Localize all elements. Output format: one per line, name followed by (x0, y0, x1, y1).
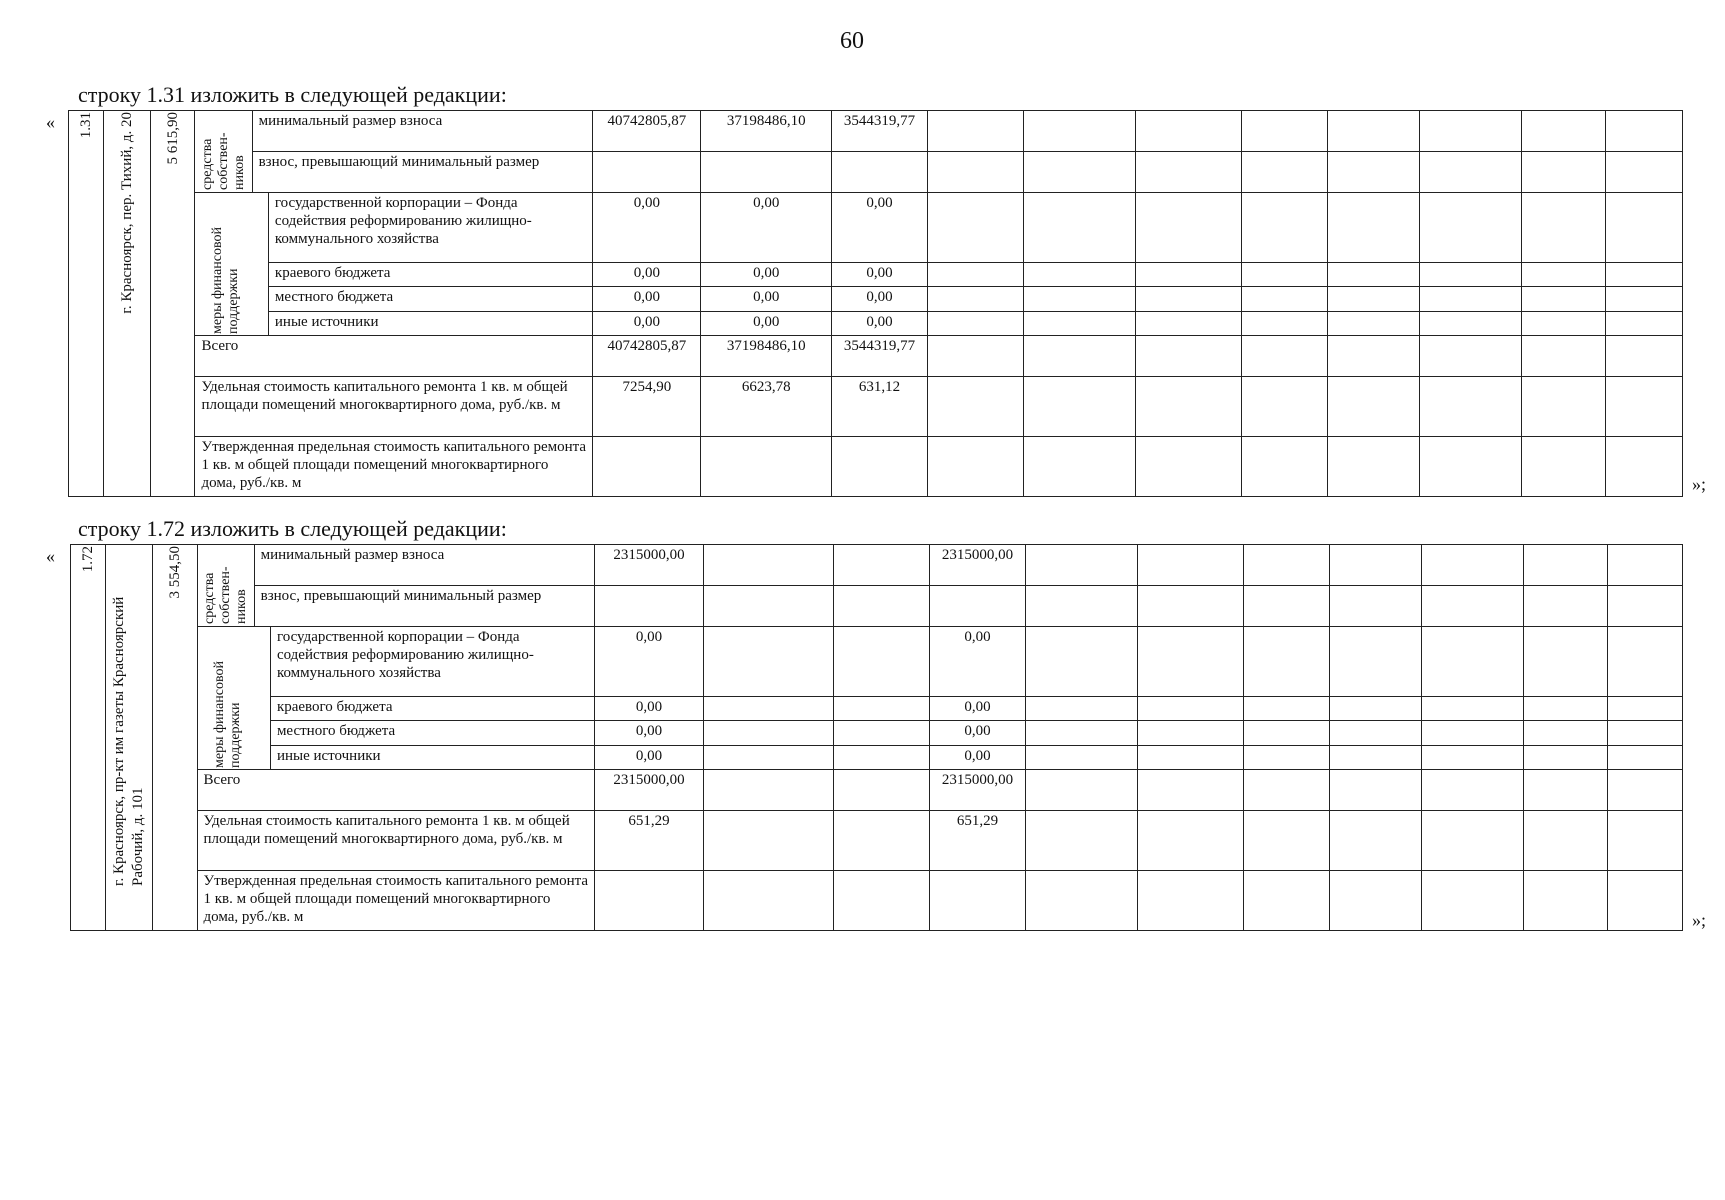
regional-c2 (703, 696, 834, 720)
total-label: Всего (195, 336, 593, 377)
unit-c1: 7254,90 (593, 377, 701, 437)
min-label: минимальный размер взноса (252, 111, 593, 152)
heading-1-31: строку 1.31 изложить в следующей редакции: (78, 82, 507, 107)
min-c1: 40742805,87 (593, 111, 701, 152)
min-c4: 2315000,00 (930, 545, 1026, 586)
local-c1: 0,00 (593, 287, 701, 311)
other-c3 (834, 745, 930, 769)
min-c2 (703, 545, 834, 586)
fund-c3: 0,00 (832, 193, 928, 263)
unit-cost-label: Удельная стоимость капитального ремонта 1 кв. м общей площади помещений многоквартирного дома, руб./кв. м (197, 811, 595, 871)
regional-c4: 0,00 (930, 696, 1026, 720)
unit-c3: 631,12 (832, 377, 928, 437)
other-c2 (703, 745, 834, 769)
min-c3 (834, 545, 930, 586)
fund-c1: 0,00 (593, 193, 701, 263)
fund-label: государственной корпорации – Фонда содействия реформированию жилищно-коммунального хозяйства (270, 627, 594, 697)
total-c2 (703, 770, 834, 811)
regional-c3 (834, 696, 930, 720)
heading-1-72: строку 1.72 изложить в следующей редакции: (78, 516, 507, 541)
other-c1: 0,00 (595, 745, 703, 769)
exceed-label: взнос, превышающий минимальный размер (254, 586, 595, 627)
fund-c1: 0,00 (595, 627, 703, 697)
other-c3: 0,00 (832, 311, 928, 335)
other-c2: 0,00 (701, 311, 832, 335)
unit-cost-label: Удельная стоимость капитального ремонта 1 кв. м общей площади помещений многоквартирного дома, руб./кв. м (195, 377, 593, 437)
local-label: местного бюджета (268, 287, 592, 311)
regional-c1: 0,00 (593, 262, 701, 286)
unit-c2 (703, 811, 834, 871)
address: г. Красноярск, пер. Тихий, д. 20 (103, 111, 150, 497)
total-c3: 3544319,77 (832, 336, 928, 377)
row-number: 1.72 (71, 545, 106, 931)
table-row-1-31 (68, 110, 1683, 497)
fund-c4: 0,00 (930, 627, 1026, 697)
total-area: 3 554,50 (152, 545, 197, 931)
fund-c2 (703, 627, 834, 697)
min-c2: 37198486,10 (701, 111, 832, 152)
total-c1: 40742805,87 (593, 336, 701, 377)
fund-label: государственной корпорации – Фонда содействия реформированию жилищно-коммунального хозяйства (268, 193, 592, 263)
group-support: меры финансовой поддержки (197, 627, 270, 770)
other-label: иные источники (268, 311, 592, 335)
quote-open-2: « (46, 546, 55, 566)
regional-c3: 0,00 (832, 262, 928, 286)
local-c1: 0,00 (595, 721, 703, 745)
min-label: минимальный размер взноса (254, 545, 595, 586)
regional-c2: 0,00 (701, 262, 832, 286)
quote-close-2: »; (1692, 910, 1707, 930)
other-c1: 0,00 (593, 311, 701, 335)
quote-open: « (46, 112, 55, 132)
unit-c1: 651,29 (595, 811, 703, 871)
total-c3 (834, 770, 930, 811)
local-c2 (703, 721, 834, 745)
row-number: 1.31 (69, 111, 104, 497)
table-row-1-72 (70, 544, 1683, 931)
local-c2: 0,00 (701, 287, 832, 311)
min-c1: 2315000,00 (595, 545, 703, 586)
unit-c4: 651,29 (930, 811, 1026, 871)
page-number: 60 (840, 28, 864, 54)
local-c4: 0,00 (930, 721, 1026, 745)
regional-c1: 0,00 (595, 696, 703, 720)
local-c3 (834, 721, 930, 745)
group-owner-funds: средства собствен-ников (197, 545, 254, 627)
other-c4: 0,00 (930, 745, 1026, 769)
regional-label: краевого бюджета (268, 262, 592, 286)
limit-cost-label: Утвержденная предельная стоимость капитального ремонта 1 кв. м общей площади помещений многоквартирного дома, руб./кв. м (195, 437, 593, 497)
total-c1: 2315000,00 (595, 770, 703, 811)
group-owner-funds: средства собствен-ников (195, 111, 252, 193)
total-c4: 2315000,00 (930, 770, 1026, 811)
unit-c3 (834, 811, 930, 871)
unit-c2: 6623,78 (701, 377, 832, 437)
min-c3: 3544319,77 (832, 111, 928, 152)
group-support: меры финансовой поддержки (195, 193, 268, 336)
exceed-label: взнос, превышающий минимальный размер (252, 152, 593, 193)
total-area: 5 615,90 (150, 111, 195, 497)
address: г. Красноярск, пр-кт им газеты Красноярский Рабочий, д. 101 (105, 545, 152, 931)
total-label: Всего (197, 770, 595, 811)
local-c3: 0,00 (832, 287, 928, 311)
fund-c2: 0,00 (701, 193, 832, 263)
quote-close: »; (1692, 474, 1707, 494)
total-c2: 37198486,10 (701, 336, 832, 377)
fund-c3 (834, 627, 930, 697)
limit-cost-label: Утвержденная предельная стоимость капитального ремонта 1 кв. м общей площади помещений многоквартирного дома, руб./кв. м (197, 871, 595, 931)
local-label: местного бюджета (270, 721, 594, 745)
other-label: иные источники (270, 745, 594, 769)
regional-label: краевого бюджета (270, 696, 594, 720)
